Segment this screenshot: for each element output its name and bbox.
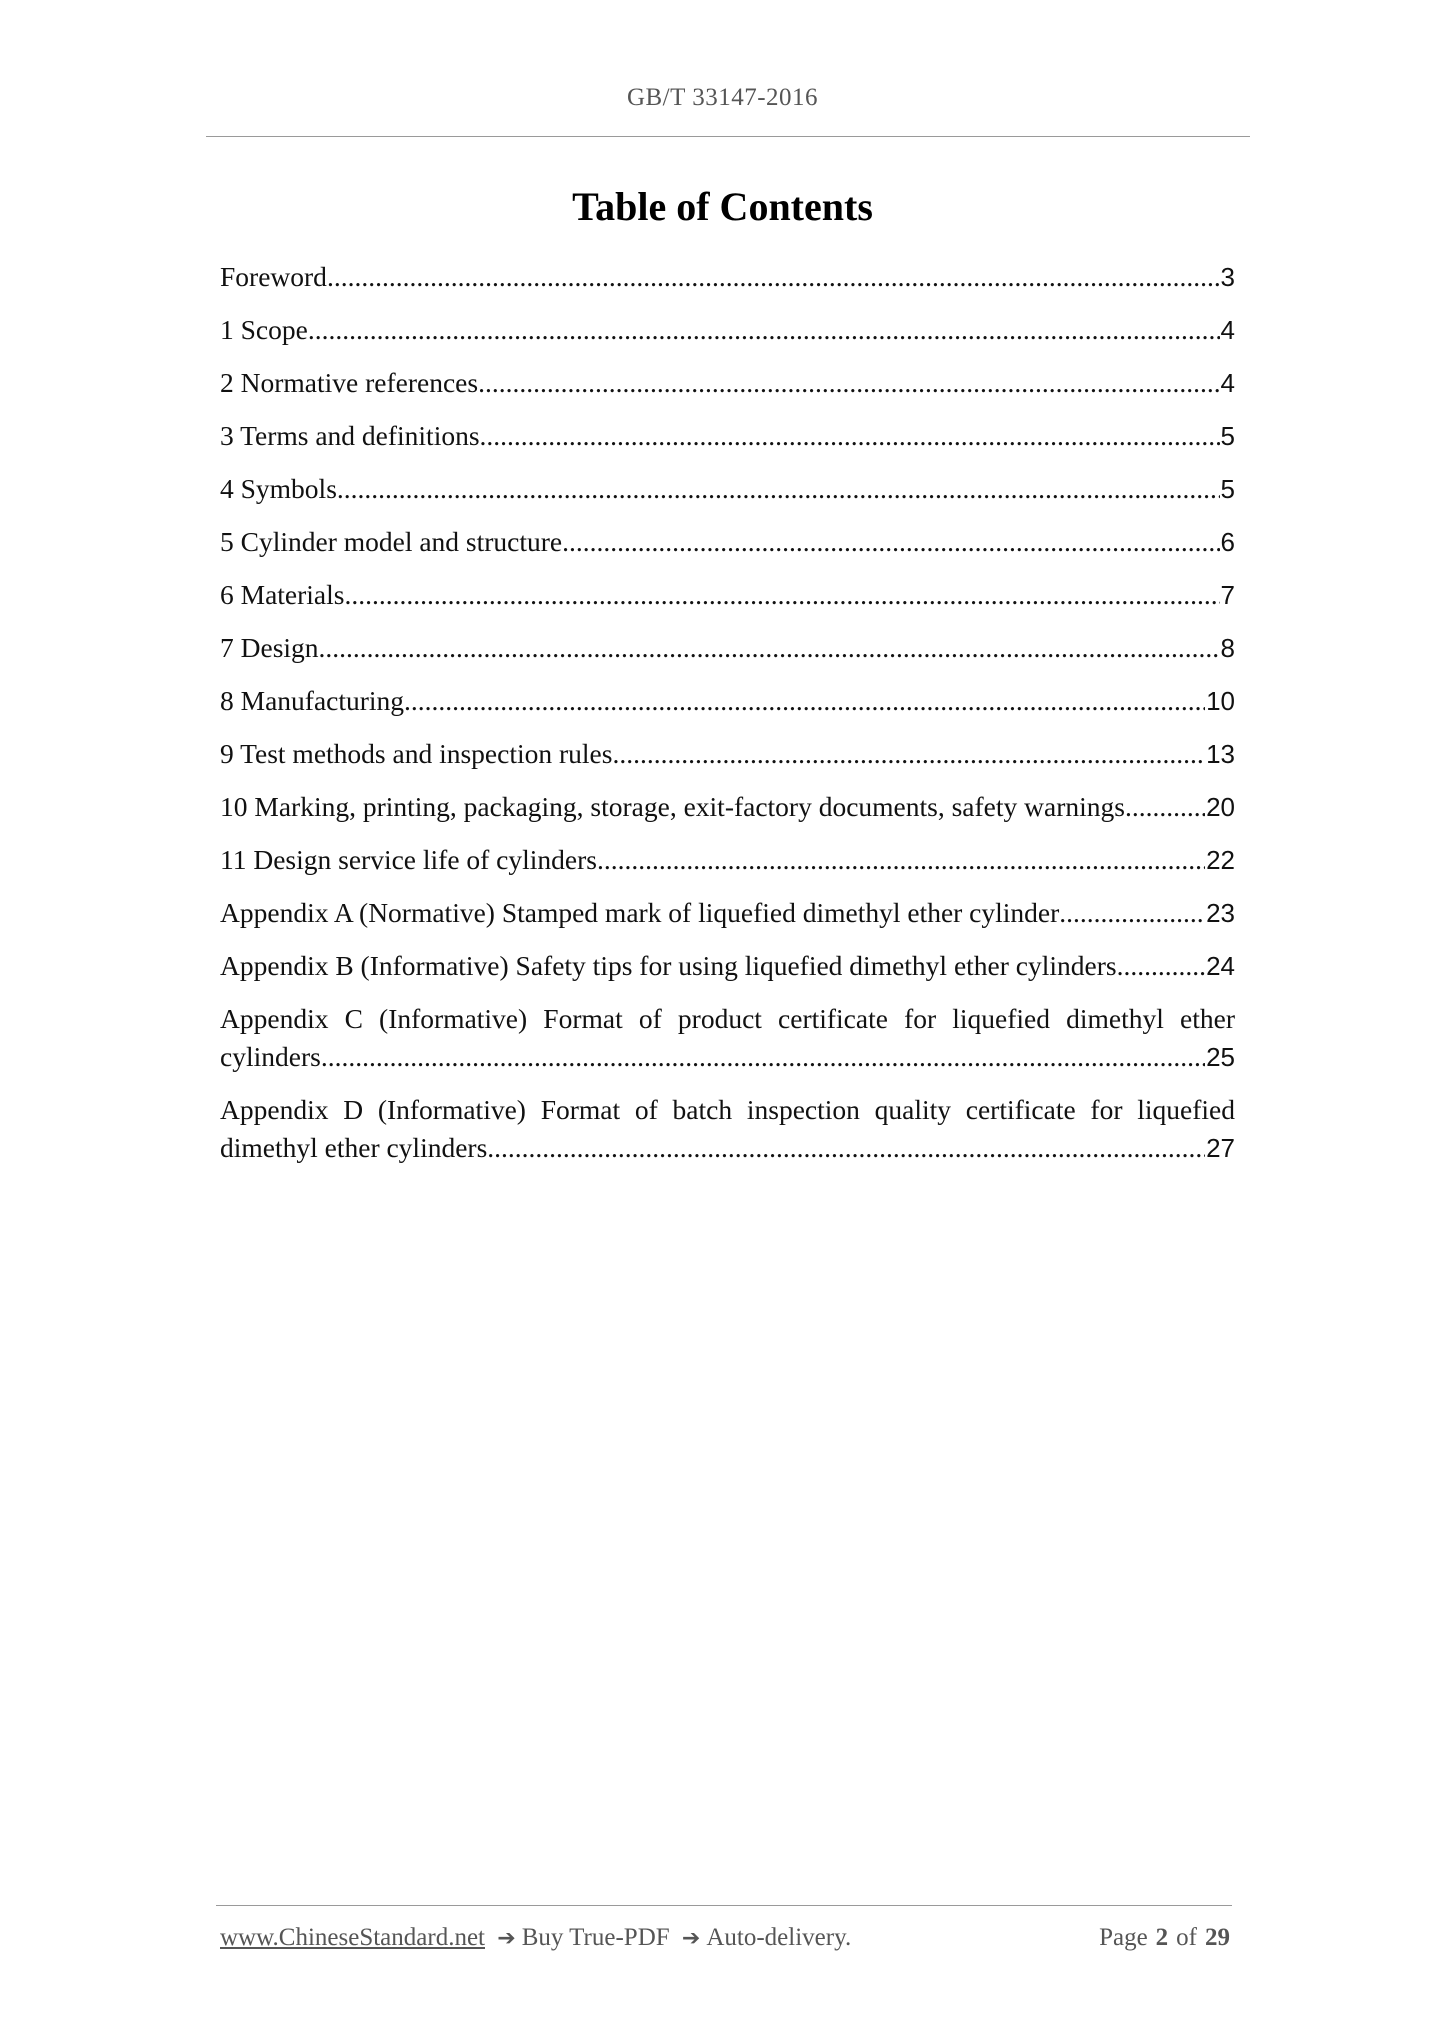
toc-entry-symbols[interactable] [220,470,1235,508]
page-word: Page [1099,1924,1148,1951]
toc-entry-manufacturing[interactable] [220,682,1235,720]
arrow-right-icon: ➔ [497,1926,516,1951]
toc-entry-page: 5 [1220,421,1235,451]
toc-leader-dots [319,629,1220,667]
toc-entry-appendix-a[interactable] [220,894,1235,932]
footer-delivery-text: Auto-delivery. [706,1924,852,1951]
toc-entry-page: 23 [1206,898,1235,928]
toc-leader-dots [308,311,1220,349]
toc-entry-design[interactable] [220,629,1235,667]
toc-entry-label: Appendix A (Normative) Stamped mark of liquefied dimethyl ether cylinder [220,897,1060,928]
toc-entry-label: 3 Terms and definitions [220,420,480,451]
toc-entry-label: 7 Design [220,632,319,663]
toc-entry-label-line1: Appendix D (Informative) Format of batch inspection quality certificate for liquefied [220,1094,1235,1125]
toc-entry-label: 9 Test methods and inspection rules [220,738,613,769]
arrow-right-icon: ➔ [681,1926,701,1951]
toc-entry-label: 1 Scope [220,314,308,345]
toc-leader-dots [344,576,1219,614]
toc-entry-normative-references[interactable] [220,364,1235,402]
toc-entry-label: 4 Symbols [220,473,337,504]
toc-entry-label-line2: dimethyl ether cylinders [220,1132,488,1163]
toc-entry-page: 3 [1220,262,1235,292]
toc-entry-materials[interactable] [220,576,1235,614]
toc-leader-dots [480,417,1220,455]
toc-entry-label: 6 Materials [220,579,345,610]
toc-entry-test-methods[interactable] [220,735,1235,773]
toc-entry-page: 4 [1220,315,1235,345]
footer-divider [216,1905,1232,1906]
toc-entry-page: 13 [1206,739,1235,769]
toc-entry-page: 4 [1220,368,1235,398]
toc-leader-dots [1125,788,1205,826]
toc-entry-label: 2 Normative references [220,367,479,398]
toc-leader-dots [478,364,1219,402]
toc-entry-appendix-d[interactable] [220,1091,1235,1167]
toc-entry-page: 6 [1220,527,1235,557]
header-standard-code: GB/T 33147-2016 [626,84,819,111]
toc-leader-dots [612,735,1205,773]
page-of-word: of [1176,1924,1197,1951]
toc-leader-dots [1117,947,1205,985]
toc-leader-dots [562,523,1219,561]
toc-entry-label-line2: cylinders [220,1041,321,1072]
toc-entry-terms-definitions[interactable] [220,417,1235,455]
toc-entry-page: 10 [1206,686,1235,716]
footer-left [220,1924,851,1952]
toc-leader-dots [404,682,1205,720]
page-title: Table of Contents [572,184,873,229]
toc-entry-label: 5 Cylinder model and structure [220,526,563,557]
footer-site-link[interactable]: www.ChineseStandard.net [220,1924,485,1951]
toc-leader-dots [487,1129,1205,1167]
page-current: 2 [1155,1924,1169,1951]
toc-leader-dots [1059,894,1205,932]
toc-entry-appendix-c[interactable] [220,1000,1235,1076]
toc-entry-label: 10 Marking, printing, packaging, storage, exit-factory documents, safety warnings [220,791,1125,822]
toc-entry-label-line1: Appendix C (Informative) Format of product certificate for liquefied dimethyl ether [220,1003,1235,1034]
toc-entry-scope[interactable] [220,311,1235,349]
toc-entry-page: 7 [1220,580,1235,610]
toc-entry-appendix-b[interactable] [220,947,1235,985]
toc-entry-page: 8 [1220,633,1235,663]
toc-leader-dots [337,470,1220,508]
toc-entry-cylinder-model[interactable] [220,523,1235,561]
toc-leader-dots [327,258,1220,296]
footer-buy-text: Buy True-PDF [521,1924,670,1951]
toc-entry-page: 5 [1220,474,1235,504]
toc-entry-page: 24 [1206,951,1235,981]
toc-entry-page: 20 [1206,792,1235,822]
toc-entry-marking[interactable] [220,788,1235,826]
toc-entry-page: 27 [1206,1133,1235,1163]
page-indicator [1099,1924,1230,1952]
toc-entry-label: Appendix B (Informative) Safety tips for using liquefied dimethyl ether cylinders [220,950,1117,981]
table-of-contents [220,258,1235,1182]
toc-entry-label: Foreword [220,261,327,292]
toc-leader-dots [321,1038,1205,1076]
toc-entry-label: 11 Design service life of cylinders [220,844,597,875]
toc-entry-label: 8 Manufacturing [220,685,405,716]
page-total: 29 [1205,1924,1230,1951]
header-divider [206,136,1250,137]
toc-entry-page: 25 [1206,1042,1235,1072]
toc-entry-foreword[interactable] [220,258,1235,296]
toc-leader-dots [597,841,1205,879]
toc-entry-page: 22 [1206,845,1235,875]
page-footer [220,1924,1230,1952]
toc-entry-service-life[interactable] [220,841,1235,879]
